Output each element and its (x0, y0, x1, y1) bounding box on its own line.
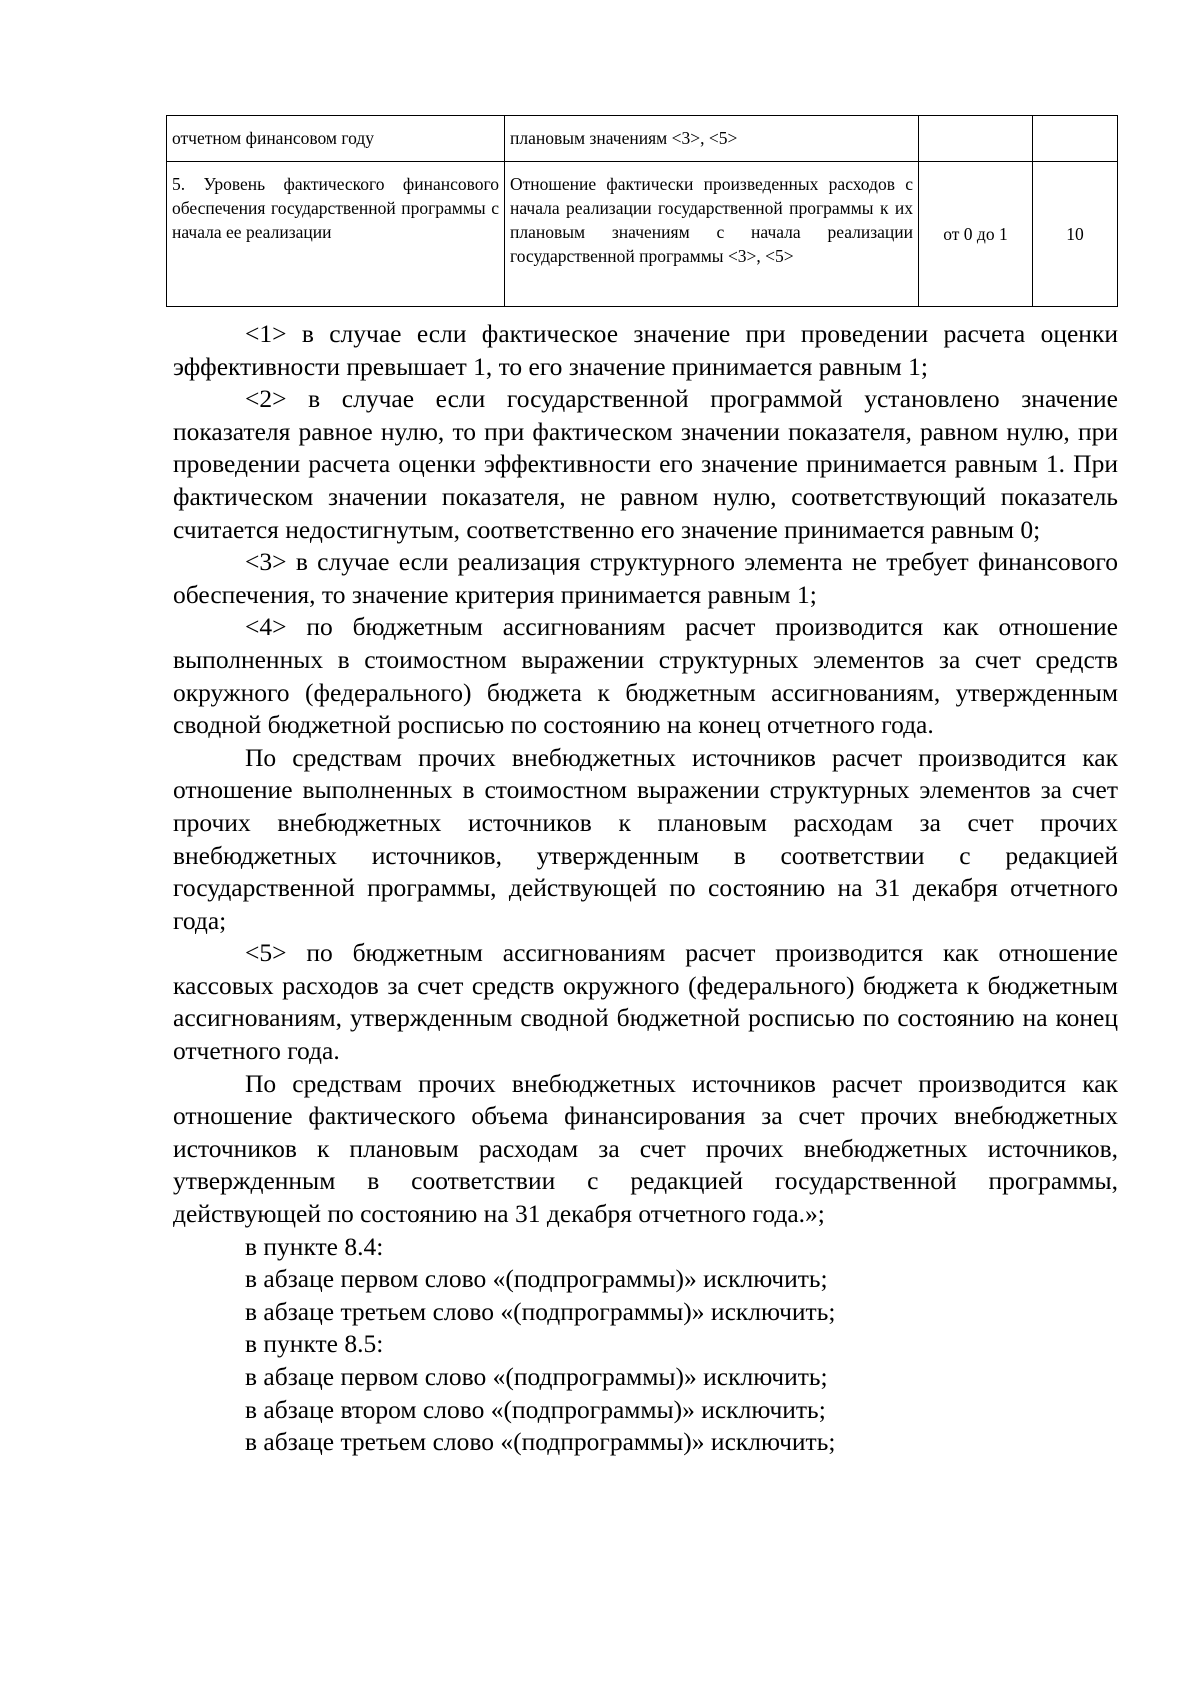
amendment-line: в абзаце третьем слово «(подпрограммы)» исключить; (245, 1296, 836, 1326)
amendment-line: в абзаце третьем слово «(подпрограммы)» исключить; (245, 1427, 836, 1457)
footnote-5: <5> по бюджетным ассигнованиям расчет производится как отношение кассовых расходов за счет средств окружного (федерального) бюджета к бюджетным ассигнованиям, утвержденным сводной бюджетной росписью по состоянию на конец отчетного года. (173, 938, 1118, 1066)
body-text (173, 318, 1118, 1459)
weight-cell: 10 (1033, 162, 1118, 307)
footnote-1: <1> в случае если фактическое значение при проведении расчета оценки эффективности превышает 1, то его значение принимается равным 1; (173, 319, 1118, 381)
amendment-line: в пункте 8.4: (245, 1231, 384, 1261)
amendment-line: в абзаце первом слово «(подпрограммы)» исключить; (245, 1264, 828, 1294)
criterion-cell: отчетном финансовом году (167, 116, 505, 162)
description-cell: Отношение фактически произведенных расходов с начала реализации государственной программы к их плановым значениям с начала реализации государственной программы <3>, <5> (505, 162, 919, 307)
footnote-4: <4> по бюджетным ассигнованиям расчет производится как отношение выполненных в стоимостном выражении структурных элементов за счет средств окружного (федерального) бюджета к бюджетным ассигнованиям, утвержденным сводной бюджетной росписью по состоянию на конец отчетного года. (173, 612, 1118, 740)
range-cell: от 0 до 1 (919, 162, 1033, 307)
footnote-2: <2> в случае если государственной программой установлено значение показателя равное нулю, то при фактическом значении показателя, равном нулю, при проведении расчета оценки эффективности его значение принимается равным 1. При фактическом значении показателя, не равном нулю, соответствующий показатель считается недостигнутым, соответственно его значение принимается равным 0; (173, 384, 1118, 544)
footnote-5-extra-sources: По средствам прочих внебюджетных источников расчет производится как отношение фактического объема финансирования за счет прочих внебюджетных источников к плановым расходам за счет прочих внебюджетных источников, утвержденным в соответствии с редакцией государственной программы, действующей по состоянию на 31 декабря отчетного года.»; (173, 1068, 1118, 1229)
amendment-line: в абзаце втором слово «(подпрограммы)» исключить; (245, 1394, 826, 1424)
footnote-4-extra-sources: По средствам прочих внебюджетных источников расчет производится как отношение выполненных в стоимостном выражении структурных элементов за счет прочих внебюджетных источников к плановым расходам за счет прочих внебюджетных источников, утвержденным в соответствии с редакцией государственной программы, действующей по состоянию на 31 декабря отчетного года; (173, 742, 1118, 935)
amendment-line: в абзаце первом слово «(подпрограммы)» исключить; (245, 1362, 828, 1391)
amendment-line: в пункте 8.5: (245, 1329, 384, 1359)
range-cell (919, 116, 1033, 162)
description-cell: плановым значениям <3>, <5> (505, 116, 919, 162)
table-row (167, 162, 1118, 307)
weight-cell (1033, 116, 1118, 162)
footnote-3: <3> в случае если реализация структурного элемента не требует финансового обеспечения, то значение критерия принимается равным 1; (173, 547, 1118, 609)
table-row (167, 116, 1118, 162)
criterion-cell: 5. Уровень фактического финансового обеспечения государственной программы с начала ее реализации (167, 162, 505, 307)
criteria-table (166, 115, 1118, 307)
